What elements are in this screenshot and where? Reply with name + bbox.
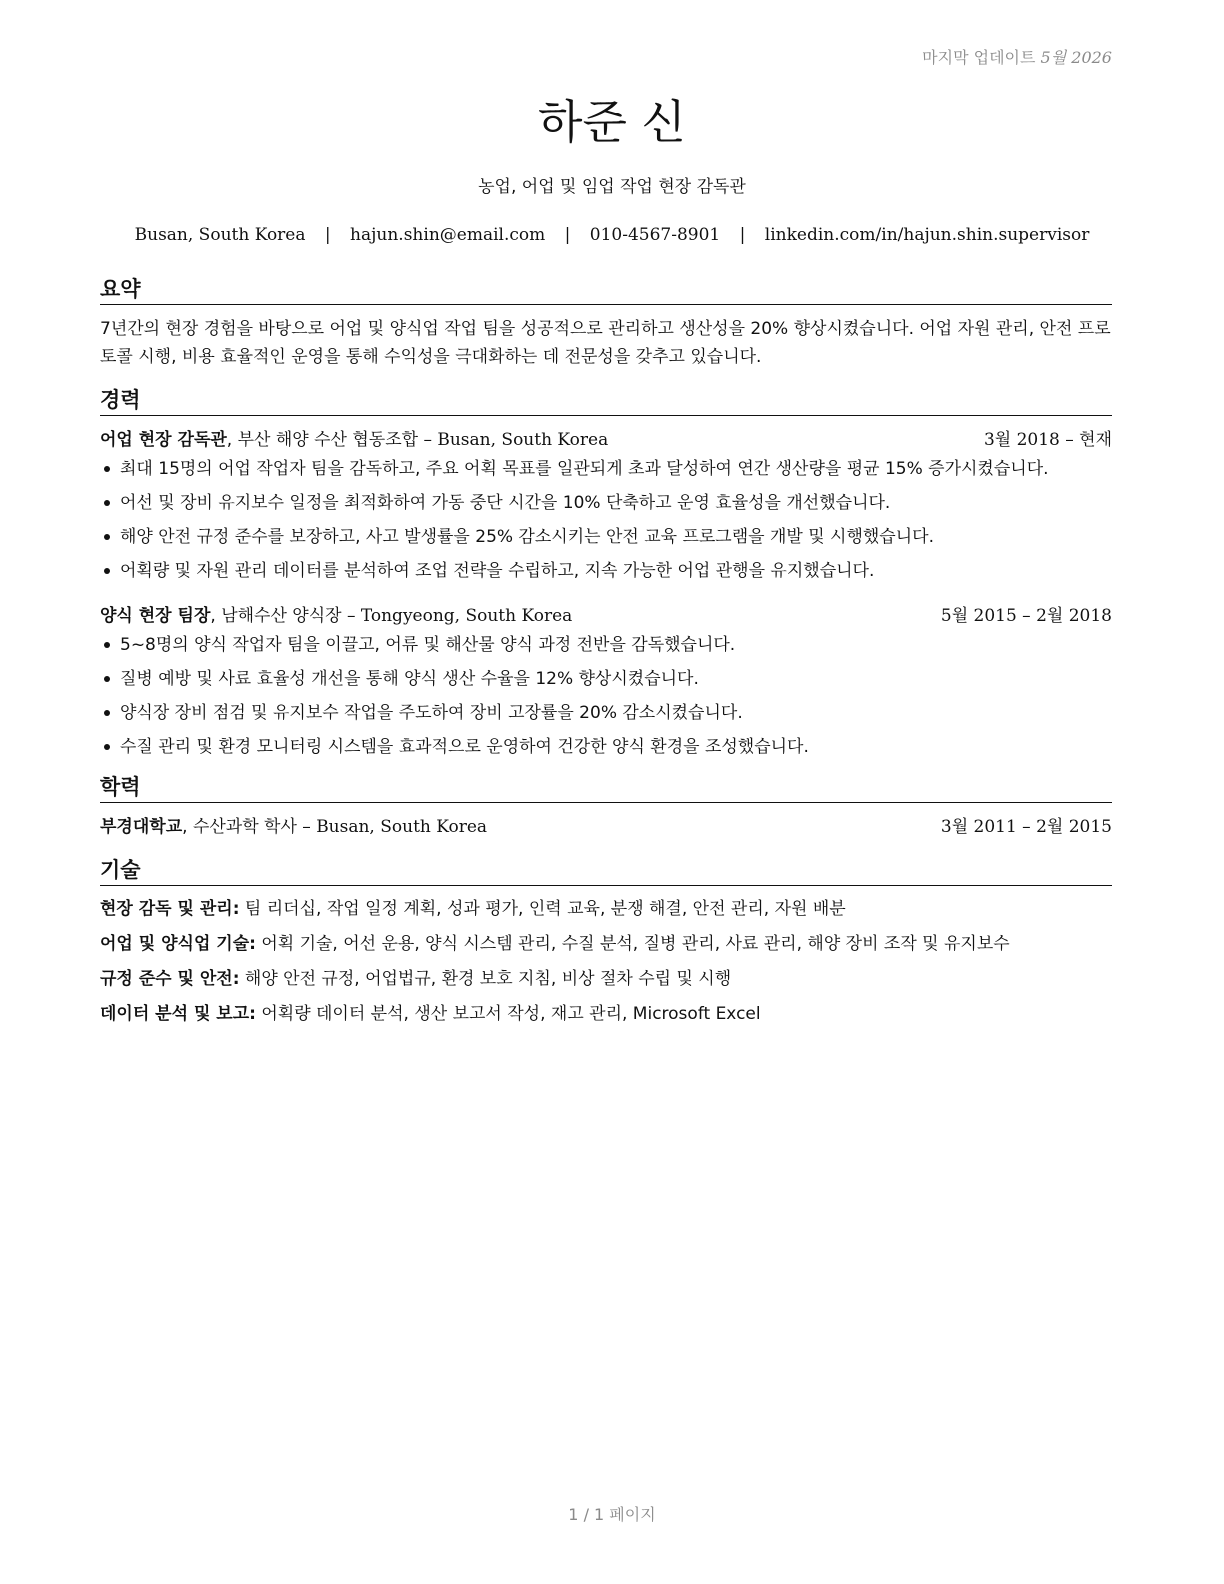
job-location: Busan, South Korea bbox=[437, 430, 609, 450]
contact-separator: | bbox=[564, 225, 571, 245]
job-org: 부산 해양 수산 협동조합 bbox=[237, 430, 419, 450]
job-bullet: 해양 안전 규정 준수를 보장하고, 사고 발생률을 25% 감소시키는 안전 교육 프로그램을 개발 및 시행했습니다. bbox=[120, 524, 1112, 550]
job-bullet: 5~8명의 양식 작업자 팀을 이끌고, 어류 및 해산물 양식 과정 전반을 감독했습니다. bbox=[120, 632, 1112, 658]
job-bullet: 최대 15명의 어업 작업자 팀을 감독하고, 주요 어획 목표를 일관되게 초과 달성하여 연간 생산량을 평균 15% 증가시켰습니다. bbox=[120, 456, 1112, 482]
job-bullets bbox=[100, 456, 1112, 584]
skill-row bbox=[100, 896, 1112, 922]
education-dates: 3월 2011 – 2월 2015 bbox=[940, 817, 1112, 837]
job-entry bbox=[100, 602, 1112, 760]
job-dates: 3월 2018 – 현재 bbox=[983, 430, 1112, 450]
education-degree: 수산과학 학사 bbox=[192, 817, 297, 837]
experience-section bbox=[100, 387, 1112, 760]
resume-body bbox=[100, 276, 1112, 1037]
skill-label: 규정 준수 및 안전: bbox=[100, 969, 240, 989]
candidate-name: 하준 신 bbox=[538, 95, 686, 149]
summary-section bbox=[100, 276, 1112, 371]
skill-row bbox=[100, 1001, 1112, 1027]
job-dates: 5월 2015 – 2월 2018 bbox=[940, 606, 1112, 626]
job-location: Tongyeong, South Korea bbox=[360, 606, 573, 626]
skill-value: 어획 기술, 어선 운용, 양식 시스템 관리, 수질 분석, 질병 관리, 사료 관리, 해양 장비 조작 및 유지보수 bbox=[261, 934, 1010, 954]
section-title-experience: 경력 bbox=[100, 387, 1112, 416]
last-updated-date: 5월 2026 bbox=[1040, 48, 1112, 67]
job-header: 양식 현장 팀장, 남해수산 양식장 – Tongyeong, South Korea 5월 2015 – 2월 2018 bbox=[100, 602, 1112, 630]
skill-label: 현장 감독 및 관리: bbox=[100, 899, 240, 919]
job-bullets bbox=[100, 632, 1112, 760]
job-bullet: 어획량 및 자원 관리 데이터를 분석하여 조업 전략을 수립하고, 지속 가능한 어업 관행을 유지했습니다. bbox=[120, 558, 1112, 584]
education-section bbox=[100, 774, 1112, 841]
contact-separator: | bbox=[324, 225, 331, 245]
job-bullet: 양식장 장비 점검 및 유지보수 작업을 주도하여 장비 고장률을 20% 감소시켰습니다. bbox=[120, 700, 1112, 726]
education-school: 부경대학교 bbox=[100, 817, 183, 837]
job-bullet: 수질 관리 및 환경 모니터링 시스템을 효과적으로 운영하여 건강한 양식 환경을 조성했습니다. bbox=[120, 734, 1112, 760]
job-entry bbox=[100, 426, 1112, 584]
contact-linkedin[interactable]: linkedin.com/in/hajun.shin.supervisor bbox=[764, 225, 1090, 245]
skill-label: 어업 및 양식업 기술: bbox=[100, 934, 256, 954]
skill-value: 팀 리더십, 작업 일정 계획, 성과 평가, 인력 교육, 분쟁 해결, 안전 관리, 자원 배분 bbox=[244, 899, 846, 919]
contact-email[interactable]: hajun.shin@email.com bbox=[350, 225, 546, 245]
education-entry: 부경대학교, 수산과학 학사 – Busan, South Korea 3월 2011 – 2월 2015 bbox=[100, 813, 1112, 841]
contact-separator: | bbox=[739, 225, 746, 245]
education-location: Busan, South Korea bbox=[316, 817, 488, 837]
job-bullet: 어선 및 장비 유지보수 일정을 최적화하여 가동 중단 시간을 10% 단축하고 운영 효율성을 개선했습니다. bbox=[120, 490, 1112, 516]
contact-phone: 010-4567-8901 bbox=[589, 225, 721, 245]
contact-location: Busan, South Korea bbox=[134, 225, 306, 245]
skill-value: 해양 안전 규정, 어업법규, 환경 보호 지침, 비상 절차 수립 및 시행 bbox=[244, 969, 732, 989]
job-role: 양식 현장 팀장 bbox=[100, 606, 211, 626]
skill-label: 데이터 분석 및 보고: bbox=[100, 1004, 256, 1024]
section-title-summary: 요약 bbox=[100, 276, 1112, 305]
job-header: 어업 현장 감독관, 부산 해양 수산 협동조합 – Busan, South Korea 3월 2018 – 현재 bbox=[100, 426, 1112, 454]
section-title-skills: 기술 bbox=[100, 857, 1112, 886]
skill-row bbox=[100, 931, 1112, 957]
skill-value: 어획량 데이터 분석, 생산 보고서 작성, 재고 관리, Microsoft Excel bbox=[261, 1004, 761, 1024]
contact-line bbox=[0, 225, 1224, 245]
last-updated-label: 마지막 업데이트 bbox=[922, 48, 1036, 67]
job-role: 어업 현장 감독관 bbox=[100, 430, 227, 450]
summary-text: 7년간의 현장 경험을 바탕으로 어업 및 양식업 작업 팀을 성공적으로 관리하고 생산성을 20% 향상시켰습니다. 어업 자원 관리, 안전 프로토콜 시행, 비용 효율적인 운영을 통해 수익성을 극대화하는 데 전문성을 갖추고 있습니다. bbox=[100, 319, 1111, 367]
skills-section bbox=[100, 857, 1112, 1027]
page-number: 1 / 1 페이지 bbox=[568, 1505, 656, 1524]
job-bullet: 질병 예방 및 사료 효율성 개선을 통해 양식 생산 수율을 12% 향상시켰습니다. bbox=[120, 666, 1112, 692]
skill-row bbox=[100, 966, 1112, 992]
candidate-headline: 농업, 어업 및 임업 작업 현장 감독관 bbox=[478, 177, 746, 197]
job-org: 남해수산 양식장 bbox=[221, 606, 342, 626]
section-title-education: 학력 bbox=[100, 774, 1112, 803]
last-updated bbox=[922, 45, 1112, 68]
